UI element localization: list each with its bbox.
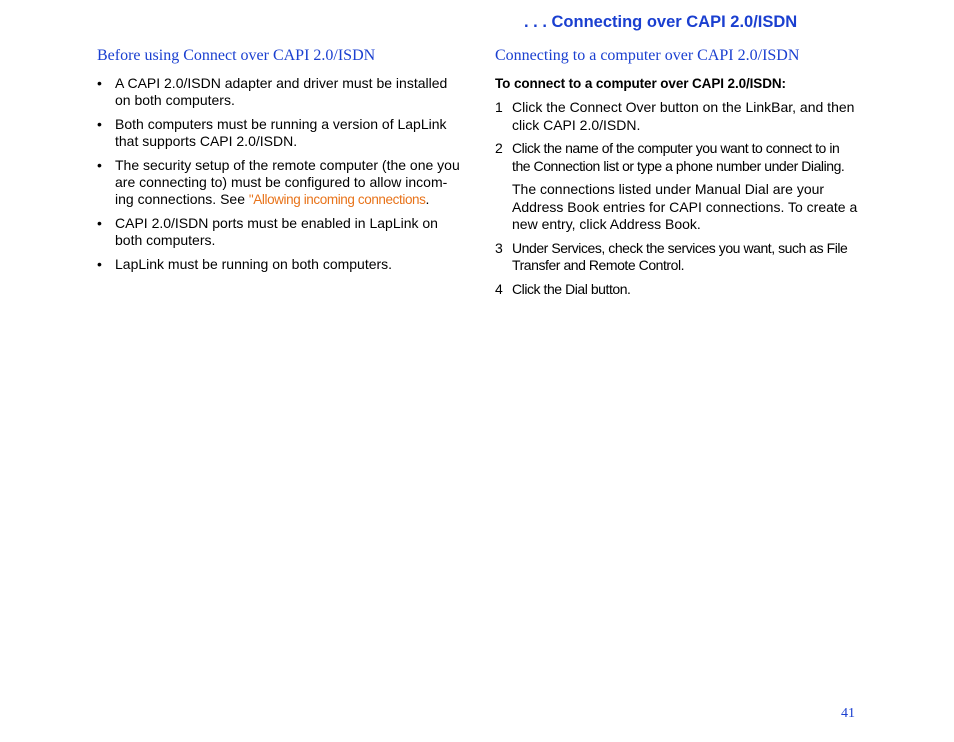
list-item <box>97 157 462 208</box>
step-item <box>495 281 860 299</box>
page-number: 41 <box>841 706 855 721</box>
bullet-icon: • <box>97 157 102 173</box>
list-item-text-end: . <box>425 191 430 207</box>
procedure-steps <box>495 99 860 298</box>
list-item <box>97 116 462 150</box>
step-number: 3 <box>495 239 503 256</box>
running-head-title: . . . Connecting over CAPI 2.0/ISDN <box>524 13 798 31</box>
step-number: 2 <box>495 140 503 156</box>
connect-procedure-heading: Connecting to a computer over CAPI 2.0/ISDN <box>495 47 800 64</box>
step-item <box>495 140 860 234</box>
allowing-incoming-connections-link[interactable]: "Allowing incoming connections <box>248 192 426 207</box>
list-item-text: Both computers must be running a version of LapLink that supports CAPI 2.0/ISDN. <box>115 116 447 149</box>
step-item <box>495 99 860 134</box>
bullet-icon: • <box>97 116 102 132</box>
step-text: Click the Dial button. <box>512 280 631 297</box>
step-number: 4 <box>495 280 503 297</box>
list-item <box>97 256 462 273</box>
list-item-text: The security setup of the remote computer (the one you are connecting to) must be configured to allow incom-ing connections. See <box>115 157 460 207</box>
bullet-icon: • <box>97 75 102 91</box>
bullet-icon: • <box>97 215 102 231</box>
step-item <box>495 240 860 275</box>
step-text: Click the Connect Over button on the LinkBar, and then click CAPI 2.0/ISDN. <box>512 99 855 133</box>
step-number: 1 <box>495 99 503 115</box>
bullet-icon: • <box>97 256 102 272</box>
procedure-title: To connect to a computer over CAPI 2.0/ISDN: <box>495 76 786 91</box>
step-text: Click the name of the computer you want to connect to in the Connection list or type a phone number under Dialing. <box>512 140 845 174</box>
step-text: Under Services, check the services you want, such as File Transfer and Remote Control. <box>512 239 848 273</box>
list-item-text: LapLink must be running on both computers. <box>115 256 393 272</box>
list-item <box>97 215 462 249</box>
prerequisites-section <box>97 46 462 280</box>
connect-procedure-section <box>495 46 860 304</box>
prerequisites-heading: Before using Connect over CAPI 2.0/ISDN <box>97 47 376 64</box>
list-item-text: A CAPI 2.0/ISDN adapter and driver must be installed on both computers. <box>115 75 448 108</box>
list-item-text: CAPI 2.0/ISDN ports must be enabled in LapLink on both computers. <box>115 215 438 248</box>
prerequisites-list <box>97 75 462 273</box>
step-note: The connections listed under Manual Dial are your Address Book entries for CAPI connections. To create a new entry, click Address Book. <box>512 181 858 232</box>
list-item <box>97 75 462 109</box>
